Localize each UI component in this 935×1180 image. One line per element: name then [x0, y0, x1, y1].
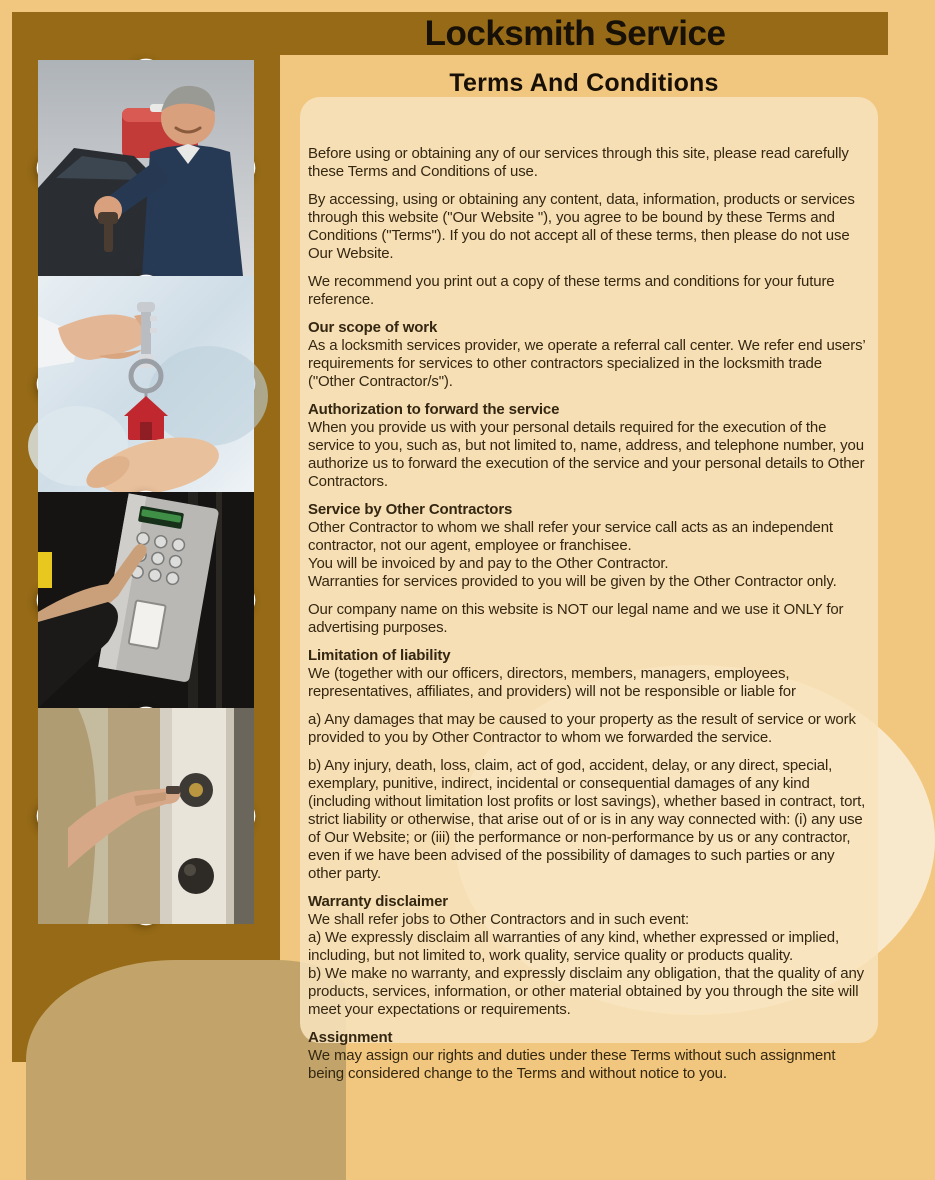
keypad-photo — [38, 492, 254, 708]
paragraph-line: We shall refer jobs to Other Contractors and in such event: — [308, 911, 690, 928]
page-title: Terms And Conditions — [449, 69, 719, 97]
sidebar-photo-column — [12, 12, 280, 1062]
paragraph-line: Our company name on this website is NOT our legal name and we use it ONLY for advertising purposes. — [308, 601, 844, 636]
diamond-photo-keypad — [30, 484, 262, 716]
paragraph-line: b) We make no warranty, and expressly disclaim any obligation, that the quality of any products, services, information, or other material obtained by you through the site will meet your expectations or requirements. — [308, 965, 865, 1018]
door-lock-photo — [38, 708, 254, 924]
terms-block — [308, 1029, 868, 1083]
section-heading: Warranty disclaimer — [308, 893, 448, 910]
terms-block — [308, 319, 868, 391]
terms-block — [308, 757, 868, 883]
paragraph-line: We may assign our rights and duties under these Terms without such assignment being considered change to the Terms and without notice to you. — [308, 1047, 836, 1082]
paragraph-line: a) We expressly disclaim all warranties of any kind, whether expressed or implied, including, but not limited to, work quality, service quality or products quality. — [308, 929, 839, 964]
paragraph-line: a) Any damages that may be caused to your property as the result of service or work provided to you by Other Contractor to whom we forwarded the service. — [308, 711, 856, 746]
terms-block — [308, 647, 868, 701]
paragraph-line: We recommend you print out a copy of these terms and conditions for your future reference. — [308, 273, 835, 308]
paragraph-line: By accessing, using or obtaining any content, data, information, products or services through this website ("Our Website "), you agree to be bound by these Terms and Conditions ("Terms"). If you do not accept all of these terms, then please do not use Our Website. — [308, 191, 855, 262]
terms-block — [308, 273, 868, 309]
main-content — [280, 55, 888, 1082]
section-heading: Assignment — [308, 1029, 393, 1046]
terms-block — [308, 401, 868, 491]
terms-block — [308, 501, 868, 591]
diamond-photo-locksmith-man — [30, 52, 262, 284]
site-title: Locksmith Service — [424, 14, 726, 53]
paragraph-line: We (together with our officers, directors, members, managers, employees, representatives, affiliates, and providers) will not be responsible or liable for — [308, 665, 796, 700]
paragraph-line: Other Contractor to whom we shall refer your service call acts as an independent contractor, not our agent, employee or franchisee. — [308, 519, 833, 554]
paragraph-line: b) Any injury, death, loss, claim, act of god, accident, delay, or any direct, special, exemplary, punitive, indirect, incidental or consequential damages of any kind (including without limitation lost profits or lost savings), whether based in contract, tort, strict liability or otherwise, that arise out of or is in any way connected with: (i) any use of Our Website; or (iii) the performance or non-performance by us or any contractor, even if we have been advised of the possibility of damages to such parties or any other party. — [308, 757, 866, 882]
diamond-photo-key-handover — [30, 268, 262, 500]
locksmith-man-photo — [38, 60, 254, 276]
key-handover-photo — [38, 276, 254, 492]
diamond-photo-door-lock — [30, 700, 262, 932]
terms-block — [308, 893, 868, 1019]
terms-panel — [300, 97, 878, 1082]
section-heading: Limitation of liability — [308, 647, 451, 664]
paragraph-line: You will be invoiced by and pay to the Other Contractor. — [308, 555, 669, 572]
terms-block — [308, 145, 868, 181]
section-heading: Service by Other Contractors — [308, 501, 513, 518]
terms-block — [308, 191, 868, 263]
paragraph-line: Warranties for services provided to you will be given by the Other Contractor only. — [308, 573, 837, 590]
terms-block — [308, 711, 868, 747]
terms-blocks — [308, 145, 868, 1083]
section-heading: Our scope of work — [308, 319, 438, 336]
paragraph-line: Before using or obtaining any of our services through this site, please read carefully these Terms and Conditions of use. — [308, 145, 849, 180]
section-heading: Authorization to forward the service — [308, 401, 560, 418]
paragraph-line: When you provide us with your personal details required for the execution of the service to you, such as, but not limited to, name, address, and telephone number, you authorize us to forward the execution of the service and your personal details to Other Contractors. — [308, 419, 865, 490]
terms-block — [308, 601, 868, 637]
paragraph-line: As a locksmith services provider, we operate a referral call center. We refer end users’ requirements for services to other contractors specialized in the locksmith trade ("Other Contractor/s"). — [308, 337, 866, 390]
